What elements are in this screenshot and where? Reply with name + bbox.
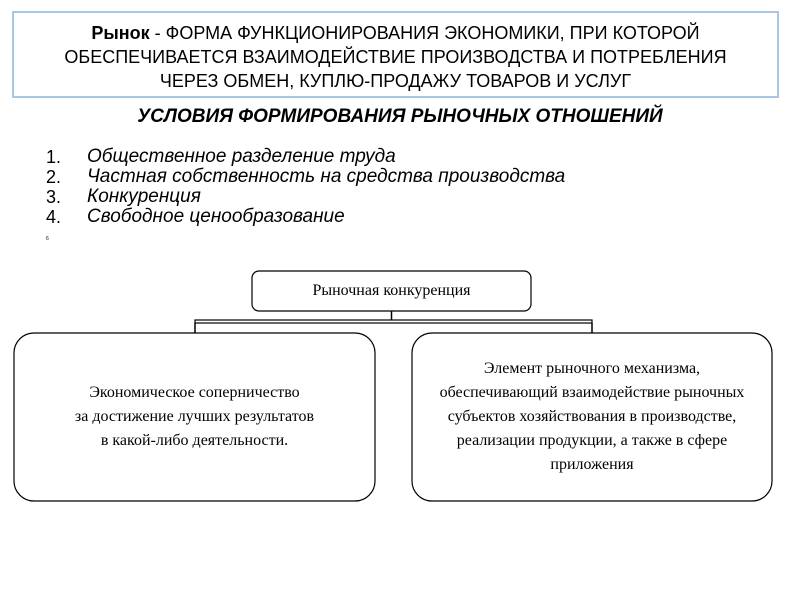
- conditions-title: УСЛОВИЯ ФОРМИРОВАНИЯ РЫНОЧНЫХ ОТНОШЕНИЙ: [137, 106, 663, 127]
- condition-number: 1.: [46, 147, 62, 167]
- right-node-line: реализации продукции, а также в сфере: [456, 432, 728, 449]
- condition-text: Конкуренция: [87, 186, 201, 207]
- condition-number: 3.: [46, 187, 62, 207]
- left-node-line: в какой-либо деятельности.: [100, 432, 289, 449]
- condition-number: 2.: [46, 167, 62, 187]
- definition-term: Рынок: [91, 23, 150, 43]
- left-node-line: за достижение лучших результатов: [74, 408, 315, 425]
- condition-text: Общественное разделение труда: [87, 146, 396, 167]
- right-node-line: Элемент рыночного механизма,: [483, 360, 701, 377]
- root-node-label: Рыночная конкуренция: [312, 282, 471, 299]
- condition-text: Частная собственность на средства производства: [87, 166, 566, 187]
- condition-number: 4.: [46, 207, 62, 227]
- condition-text: Свободное ценообразование: [87, 206, 345, 227]
- definition-line-1-text: - ФОРМА ФУНКЦИОНИРОВАНИЯ ЭКОНОМИКИ, ПРИ КОТОРОЙ: [149, 23, 700, 43]
- right-node-label: [412, 333, 772, 501]
- left-node-line: Экономическое соперничество: [89, 384, 300, 401]
- connector-bar: [195, 320, 592, 323]
- page-marker: 6: [46, 236, 49, 242]
- right-node-line: субъектов хозяйствования в производстве,: [447, 408, 737, 425]
- definition-line-2: ОБЕСПЕЧИВАЕТСЯ ВЗАИМОДЕЙСТВИЕ ПРОИЗВОДСТВА И ПОТРЕБЛЕНИЯ: [64, 47, 727, 67]
- left-node-label: [14, 333, 375, 501]
- right-node-line: приложения: [550, 456, 634, 473]
- definition-line-3: ЧЕРЕЗ ОБМЕН, КУПЛЮ-ПРОДАЖУ ТОВАРОВ И УСЛУГ: [159, 71, 632, 91]
- right-node-line: обеспечивающий взаимодействие рыночных: [439, 384, 745, 401]
